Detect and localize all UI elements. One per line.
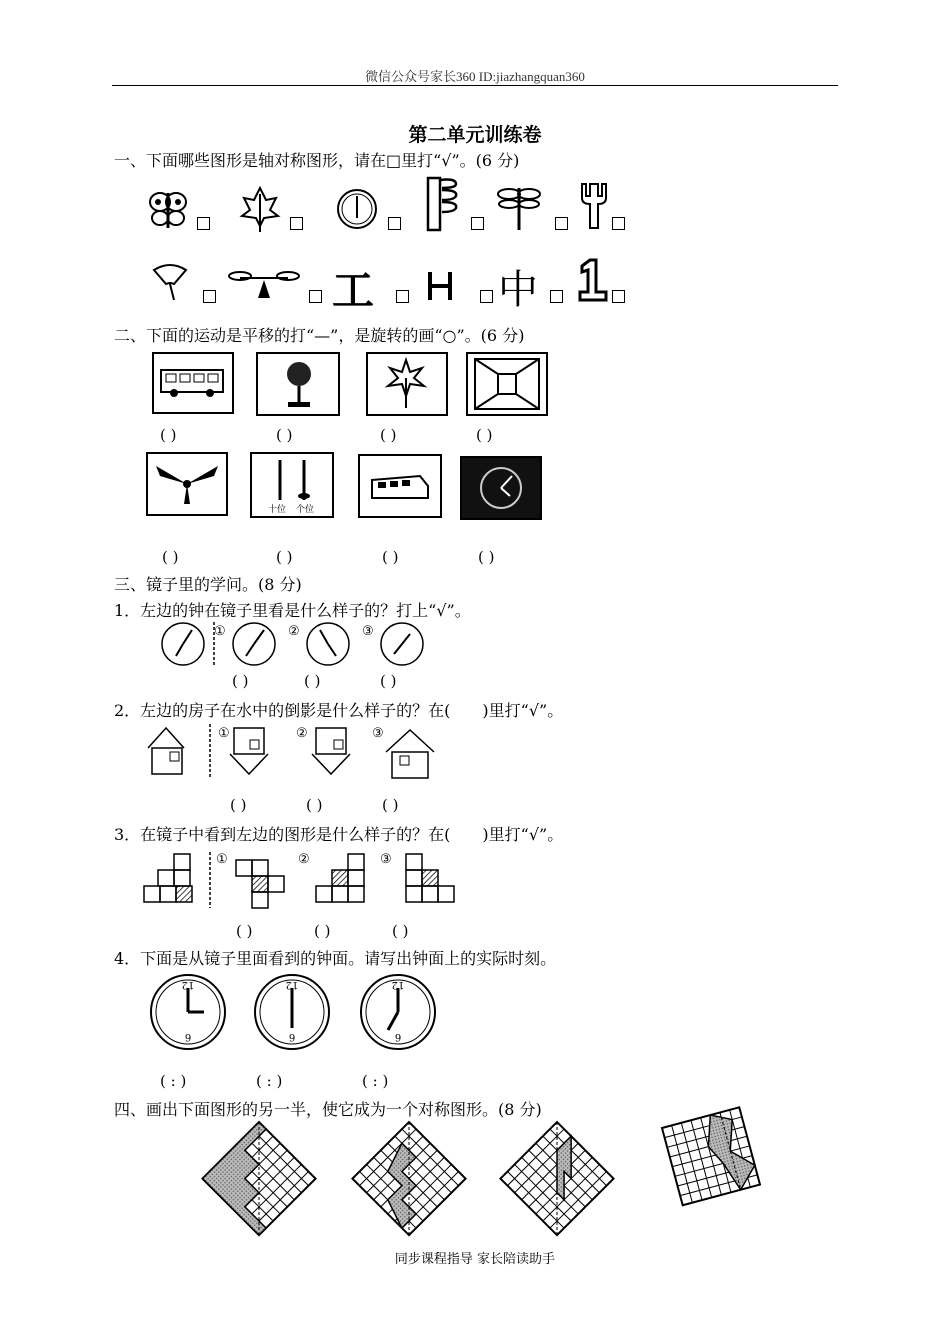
ginkgo-leaf-icon <box>150 262 192 302</box>
q1-checkbox[interactable] <box>555 217 568 230</box>
option-mark-3: ③ <box>380 852 392 867</box>
mirror-clock-faces <box>150 972 440 1056</box>
clock-6-label: 6 <box>184 1031 192 1042</box>
mirror-clock-face <box>151 975 225 1049</box>
option-mark-1: ① <box>218 726 230 741</box>
q2-answer[interactable]: ( ) <box>160 426 177 444</box>
q3-1-answer[interactable]: ( ) <box>380 672 397 690</box>
q1-checkbox[interactable] <box>197 217 210 230</box>
q1-prompt: 一、下面哪些图形是轴对称图形，请在□里打“√”。(6 分) <box>114 151 520 170</box>
house-original <box>148 728 184 774</box>
clock-picture <box>460 456 542 520</box>
q4-prompt: 四、画出下面图形的另一半，使它成为一个对称图形。(8 分) <box>114 1100 542 1119</box>
symmetry-grid-1[interactable] <box>202 1122 315 1235</box>
clock-12-label: 12 <box>391 979 405 990</box>
original-clock <box>162 623 204 665</box>
q3-3-answer[interactable]: ( ) <box>236 922 253 940</box>
leaf-icon <box>240 186 280 234</box>
q1-checkbox[interactable] <box>290 217 303 230</box>
q1-checkbox[interactable] <box>471 217 484 230</box>
house-option <box>230 728 268 774</box>
page-footer: 同步课程指导 家长陪读助手 <box>394 1252 556 1267</box>
q1-checkbox[interactable] <box>388 217 401 230</box>
symmetry-grid-2[interactable] <box>352 1122 465 1235</box>
option-mark-1: ① <box>214 624 226 639</box>
q3-1-answer[interactable]: ( ) <box>304 672 321 690</box>
butterfly-icon <box>148 188 188 232</box>
page-header: 微信公众号家长360 ID:jiazhangquan360 <box>365 69 585 84</box>
q3-sub4-prompt: 4．下面是从镜子里面看到的钟面。请写出钟面上的实际时刻。 <box>114 949 557 968</box>
clock-12-label: 12 <box>181 979 195 990</box>
q3-2-answer[interactable]: ( ) <box>306 796 323 814</box>
window-picture <box>466 352 548 416</box>
abacus-icon <box>256 458 328 514</box>
abacus-picture <box>250 452 334 518</box>
q3-3-answer[interactable]: ( ) <box>392 922 409 940</box>
q3-sub1-prompt: 1．左边的钟在镜子里看是什么样子的？打上“√”。 <box>114 601 471 620</box>
ceiling-fan-icon <box>152 462 222 506</box>
q2-answer[interactable]: ( ) <box>276 548 293 566</box>
option-mark-1: ① <box>216 852 228 867</box>
q1-checkbox[interactable] <box>612 290 625 303</box>
option-mark-2: ② <box>298 852 310 867</box>
clock-6-label: 6 <box>394 1031 402 1042</box>
q1-checkbox[interactable] <box>396 290 409 303</box>
zhong-character-icon: 中 <box>498 267 538 313</box>
symmetry-grid-3[interactable] <box>500 1122 613 1235</box>
q3-sub2-prompt: 2．左边的房子在水中的倒影是什么样子的？在( )里打“√”。 <box>114 701 564 720</box>
wall-clock-icon <box>476 464 526 512</box>
q2-prompt: 二、下面的运动是平移的打“—”，是旋转的画“○”。(6 分) <box>114 326 525 345</box>
q2-answer[interactable]: ( ) <box>162 548 179 566</box>
fork-icon <box>578 180 610 232</box>
one-digit-icon <box>576 258 610 302</box>
block-option <box>316 854 364 902</box>
option-mark-2: ② <box>296 726 308 741</box>
clock-12-label: 12 <box>285 979 299 990</box>
symmetry-grid-4[interactable] <box>662 1107 760 1205</box>
q3-prompt: 三、镜子里的学问。(8 分) <box>114 575 302 594</box>
house-option <box>386 730 434 778</box>
abacus-tens-label: 十位 <box>268 505 287 515</box>
block-original <box>144 854 192 902</box>
gong-character-icon: 工 <box>332 266 375 315</box>
q3-4-time-answer[interactable]: ( : ) <box>256 1072 283 1090</box>
train-picture <box>358 454 442 518</box>
h-letter-icon <box>426 270 456 302</box>
pinwheel-icon <box>386 358 426 410</box>
clock-6-label: 6 <box>288 1031 296 1042</box>
block-option <box>236 860 284 908</box>
bus-icon <box>160 368 226 398</box>
q1-checkbox[interactable] <box>612 217 625 230</box>
q2-answer[interactable]: ( ) <box>276 426 293 444</box>
option-clock <box>233 623 275 665</box>
q1-checkbox[interactable] <box>309 290 322 303</box>
option-mark-2: ② <box>288 624 300 639</box>
q2-answer[interactable]: ( ) <box>382 548 399 566</box>
symmetry-grids <box>200 1120 760 1244</box>
q2-answer[interactable]: ( ) <box>476 426 493 444</box>
q1-checkbox[interactable] <box>203 290 216 303</box>
q3-2-answer[interactable]: ( ) <box>230 796 247 814</box>
mirror-clock-face <box>361 975 435 1049</box>
option-mark-3: ③ <box>362 624 374 639</box>
q3-4-time-answer[interactable]: ( : ) <box>362 1072 389 1090</box>
q3-4-time-answer[interactable]: ( : ) <box>160 1072 187 1090</box>
mirror-clock-face <box>255 975 329 1049</box>
option-mark-3: ③ <box>372 726 384 741</box>
ceiling-fan-picture <box>146 452 228 516</box>
q1-checkbox[interactable] <box>550 290 563 303</box>
train-icon <box>370 474 430 502</box>
house-reflection-figures <box>144 722 444 780</box>
q3-2-answer[interactable]: ( ) <box>382 796 399 814</box>
comb-shape-icon <box>424 174 462 234</box>
q1-checkbox[interactable] <box>480 290 493 303</box>
q2-answer[interactable]: ( ) <box>478 548 495 566</box>
block-option <box>406 854 454 902</box>
dragonfly-icon <box>496 184 542 234</box>
fan-picture <box>256 352 340 416</box>
bus-picture <box>152 352 234 414</box>
abacus-ones-label: 个位 <box>296 505 315 515</box>
option-clock <box>381 623 423 665</box>
clock-icon <box>336 188 378 230</box>
option-clock <box>307 623 349 665</box>
q3-3-answer[interactable]: ( ) <box>314 922 331 940</box>
balance-scale-icon <box>228 268 300 302</box>
house-option <box>312 728 350 774</box>
header-rule <box>112 85 838 86</box>
q3-sub3-prompt: 3．在镜子中看到左边的图形是什么样子的？在( )里打“√”。 <box>114 825 564 844</box>
pinwheel-picture <box>366 352 448 416</box>
page-title: 第二单元训练卷 <box>408 124 542 146</box>
q3-1-answer[interactable]: ( ) <box>232 672 249 690</box>
q2-answer[interactable]: ( ) <box>380 426 397 444</box>
mirror-clocks <box>160 622 440 668</box>
window-icon <box>474 358 540 410</box>
fan-icon <box>282 360 316 408</box>
